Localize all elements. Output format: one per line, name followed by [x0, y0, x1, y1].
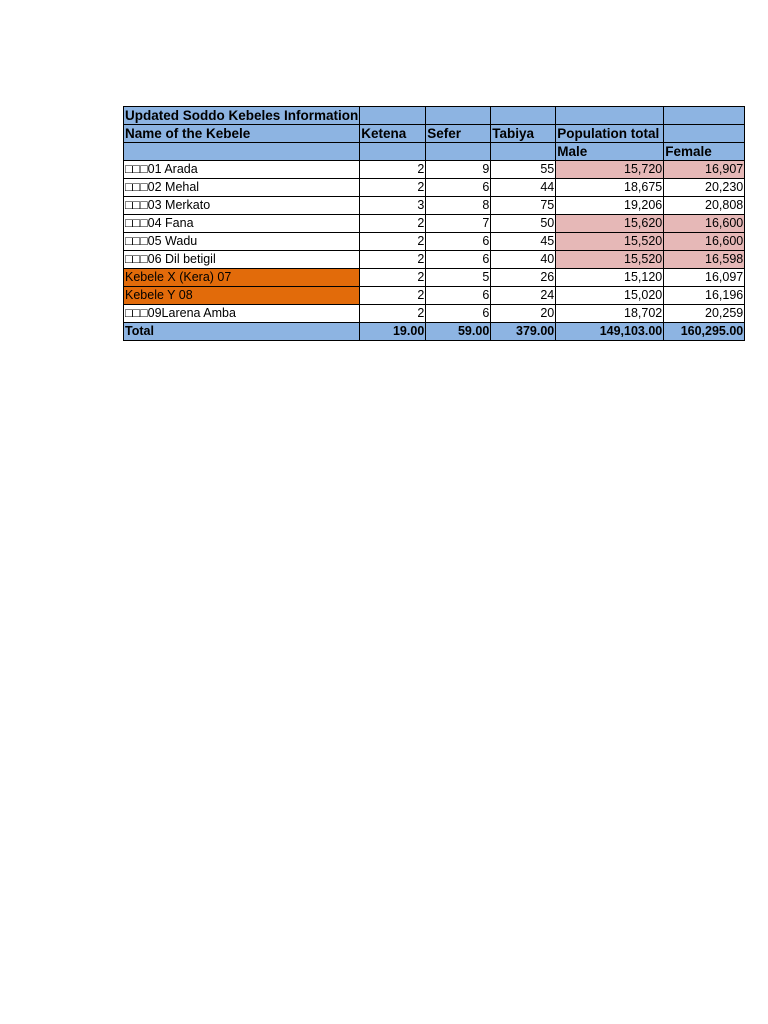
cell-female[interactable]: 16,196 — [664, 287, 745, 305]
cell-female[interactable]: 16,097 — [664, 269, 745, 287]
empty-cell[interactable] — [426, 143, 491, 161]
cell-tabiya[interactable]: 24 — [491, 287, 556, 305]
table-row — [124, 215, 745, 233]
cell-sefer[interactable]: 6 — [426, 179, 491, 197]
empty-cell[interactable] — [556, 107, 664, 125]
cell-name[interactable]: □□□05 Wadu — [124, 233, 360, 251]
empty-cell[interactable] — [664, 107, 745, 125]
cell-name[interactable]: □□□01 Arada — [124, 161, 360, 179]
cell-ketena[interactable]: 2 — [360, 161, 426, 179]
table-row — [124, 197, 745, 215]
total-row — [124, 323, 745, 341]
cell-tabiya[interactable]: 40 — [491, 251, 556, 269]
table-row — [124, 161, 745, 179]
sheet-title[interactable]: Updated Soddo Kebeles Information — [125, 108, 359, 123]
title-row — [124, 107, 745, 125]
cell-male[interactable]: 15,520 — [556, 251, 664, 269]
cell-male[interactable]: 15,620 — [556, 215, 664, 233]
subheader-row — [124, 143, 745, 161]
cell-sefer[interactable]: 6 — [426, 305, 491, 323]
cell-ketena[interactable]: 3 — [360, 197, 426, 215]
cell-male[interactable]: 15,020 — [556, 287, 664, 305]
cell-sefer[interactable]: 9 — [426, 161, 491, 179]
cell-female[interactable]: 16,600 — [664, 233, 745, 251]
cell-tabiya[interactable]: 45 — [491, 233, 556, 251]
cell-tabiya[interactable]: 44 — [491, 179, 556, 197]
empty-cell[interactable] — [360, 143, 426, 161]
table-row — [124, 269, 745, 287]
cell-name[interactable]: □□□06 Dil betigil — [124, 251, 360, 269]
cell-name[interactable]: Kebele X (Kera) 07 — [124, 269, 360, 287]
cell-male[interactable]: 18,675 — [556, 179, 664, 197]
empty-cell[interactable] — [491, 107, 556, 125]
total-ketena[interactable]: 19.00 — [360, 323, 426, 341]
cell-ketena[interactable]: 2 — [360, 287, 426, 305]
cell-ketena[interactable]: 2 — [360, 179, 426, 197]
cell-name[interactable]: □□□02 Mehal — [124, 179, 360, 197]
cell-sefer[interactable]: 5 — [426, 269, 491, 287]
header-male[interactable]: Male — [556, 143, 664, 161]
cell-male[interactable]: 19,206 — [556, 197, 664, 215]
cell-sefer[interactable]: 6 — [426, 233, 491, 251]
total-label[interactable]: Total — [124, 323, 360, 341]
header-tabiya[interactable]: Tabiya — [491, 125, 556, 143]
cell-sefer[interactable]: 6 — [426, 287, 491, 305]
table-row — [124, 305, 745, 323]
header-row — [124, 125, 745, 143]
table-row — [124, 179, 745, 197]
cell-male[interactable]: 15,120 — [556, 269, 664, 287]
cell-female[interactable]: 16,907 — [664, 161, 745, 179]
cell-name[interactable]: □□□09Larena Amba — [124, 305, 360, 323]
cell-ketena[interactable]: 2 — [360, 269, 426, 287]
cell-tabiya[interactable]: 20 — [491, 305, 556, 323]
cell-ketena[interactable]: 2 — [360, 233, 426, 251]
cell-tabiya[interactable]: 75 — [491, 197, 556, 215]
cell-female[interactable]: 16,598 — [664, 251, 745, 269]
cell-male[interactable]: 18,702 — [556, 305, 664, 323]
total-male[interactable]: 149,103.00 — [556, 323, 664, 341]
header-sefer[interactable]: Sefer — [426, 125, 491, 143]
empty-cell[interactable] — [360, 107, 426, 125]
cell-sefer[interactable]: 8 — [426, 197, 491, 215]
cell-name[interactable]: Kebele Y 08 — [124, 287, 360, 305]
header-ketena[interactable]: Ketena — [360, 125, 426, 143]
cell-tabiya[interactable]: 55 — [491, 161, 556, 179]
total-female[interactable]: 160,295.00 — [664, 323, 745, 341]
total-tabiya[interactable]: 379.00 — [491, 323, 556, 341]
cell-female[interactable]: 20,259 — [664, 305, 745, 323]
cell-male[interactable]: 15,520 — [556, 233, 664, 251]
cell-ketena[interactable]: 2 — [360, 215, 426, 233]
cell-name[interactable]: □□□03 Merkato — [124, 197, 360, 215]
cell-ketena[interactable]: 2 — [360, 251, 426, 269]
cell-sefer[interactable]: 7 — [426, 215, 491, 233]
cell-sefer[interactable]: 6 — [426, 251, 491, 269]
table-row — [124, 251, 745, 269]
cell-female[interactable]: 20,230 — [664, 179, 745, 197]
table-row — [124, 287, 745, 305]
kebele-info-table — [123, 106, 745, 341]
cell-ketena[interactable]: 2 — [360, 305, 426, 323]
empty-cell[interactable] — [124, 143, 360, 161]
header-name[interactable]: Name of the Kebele — [124, 125, 360, 143]
cell-male[interactable]: 15,720 — [556, 161, 664, 179]
cell-tabiya[interactable]: 26 — [491, 269, 556, 287]
cell-female[interactable]: 20,808 — [664, 197, 745, 215]
empty-cell[interactable] — [664, 125, 745, 143]
cell-name[interactable]: □□□04 Fana — [124, 215, 360, 233]
empty-cell[interactable] — [426, 107, 491, 125]
header-female[interactable]: Female — [664, 143, 745, 161]
empty-cell[interactable] — [491, 143, 556, 161]
cell-tabiya[interactable]: 50 — [491, 215, 556, 233]
total-sefer[interactable]: 59.00 — [426, 323, 491, 341]
header-population-total[interactable]: Population total — [556, 125, 664, 143]
table-row — [124, 233, 745, 251]
cell-female[interactable]: 16,600 — [664, 215, 745, 233]
